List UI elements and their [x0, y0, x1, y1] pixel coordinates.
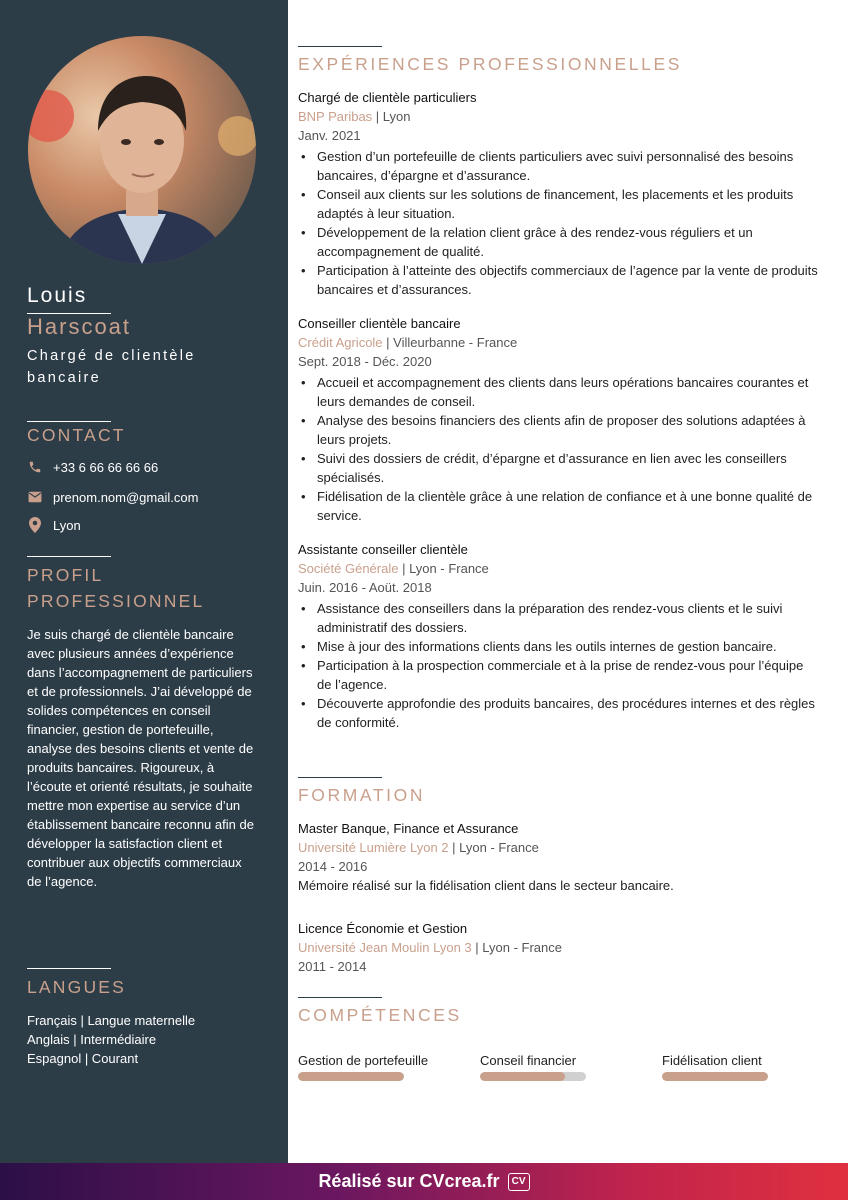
profile-divider: [27, 556, 111, 557]
language-item: Français | Langue maternelle: [27, 1013, 196, 1028]
bullet-item: • Mise à jour des informations clients dans les outils internes de gestion bancaire.: [298, 637, 818, 656]
sidebar: [0, 0, 288, 1163]
skill-name: Gestion de portefeuille: [298, 1053, 429, 1068]
school-name: Université Lumière Lyon 2: [298, 840, 449, 855]
skill-bar: [662, 1072, 768, 1081]
languages-heading: LANGUES: [27, 977, 127, 997]
job-title: Chargé de clientèle bancaire: [27, 348, 196, 386]
language-item: Anglais | Intermédiaire: [27, 1032, 157, 1047]
contact-location: [27, 515, 81, 535]
profile-summary: Je suis chargé de clientèle bancaire avec plusieurs années d’expérience dans l’accompagnement de particuliers et de professionnels. J’ai développé de solides compétences en conseil financier, gestion de portefeuille, analyse des besoins clients et vente de produits bancaires. Rigoureux, à l’écoute et orienté résultats, je souhaite mettre mon expertise au service d’un établissement bancaire reconnu afin de développer la satisfaction client et contribuer aux objectifs commerciaux de l’agence.: [27, 627, 254, 889]
contact-heading: CONTACT: [27, 425, 126, 445]
education-note: Mémoire réalisé sur la fidélisation client dans le secteur bancaire.: [298, 878, 674, 893]
experience-heading: EXPÉRIENCES PROFESSIONNELLES: [298, 54, 683, 74]
job-date: Sept. 2018 - Déc. 2020: [298, 354, 432, 369]
location-text: Lyon: [53, 517, 81, 533]
job-location: Lyon: [382, 109, 411, 124]
skill-name: Fidélisation client: [662, 1053, 762, 1068]
job-title: Conseiller clientèle bancaire: [298, 316, 461, 331]
bullet-item: • Participation à la prospection commerciale et à la prise de rendez-vous pour l’équipe de l’agence.: [298, 656, 818, 694]
education-divider: [298, 777, 382, 778]
education-date: 2011 - 2014: [298, 959, 367, 974]
footer-text: Réalisé sur CVcrea.fr: [318, 1171, 500, 1191]
bullet-item: • Conseil aux clients sur les solutions de financement, les placements et les produits adaptés à leur situation.: [298, 185, 818, 223]
bullet-item: • Analyse des besoins financiers des clients afin de proposer des solutions adaptées à leurs projets.: [298, 411, 818, 449]
skill-bar-fill: [662, 1072, 768, 1081]
job-meta: Crédit Agricole | Villeurbanne - France: [298, 335, 518, 350]
email-text: prenom.nom@gmail.com: [53, 489, 199, 505]
cvcrea-logo-icon: CV: [508, 1173, 530, 1191]
profile-heading-line1: PROFIL: [27, 565, 104, 585]
skill-bar-fill: [298, 1072, 404, 1081]
languages-list: [27, 1011, 195, 1068]
first-name: Louis: [27, 284, 88, 307]
mail-icon: [27, 489, 43, 505]
profile-heading-line2: PROFESSIONNEL: [27, 591, 205, 611]
school-location: Lyon - France: [459, 840, 539, 855]
degree-title: Master Banque, Finance et Assurance: [298, 821, 519, 836]
education-entry: [298, 919, 818, 976]
bullet-item: • Découverte approfondie des produits bancaires, des procédures internes et des règles de conformité.: [298, 694, 818, 732]
skill-bar: [298, 1072, 404, 1081]
last-name: Harscoat: [27, 314, 132, 339]
skills-divider: [298, 997, 382, 998]
job-bullets: [298, 599, 818, 732]
education-entry: [298, 819, 818, 895]
bullet-item: • Accueil et accompagnement des clients dans leurs opérations bancaires courantes et leurs demandes de conseil.: [298, 373, 818, 411]
education-heading: FORMATION: [298, 785, 426, 805]
profile-heading: [27, 562, 204, 614]
education-meta: Université Jean Moulin Lyon 3 | Lyon - France: [298, 940, 563, 955]
skill-item: [298, 1052, 438, 1081]
job-location: Lyon - France: [409, 561, 489, 576]
skill-bar: [480, 1072, 586, 1081]
education-meta: Université Lumière Lyon 2 | Lyon - France: [298, 840, 539, 855]
footer-banner[interactable]: [0, 1163, 848, 1200]
degree-title: Licence Économie et Gestion: [298, 921, 468, 936]
contact-email: [27, 487, 198, 507]
bullet-item: • Fidélisation de la clientèle grâce à une relation de confiance et à une bonne qualité de service.: [298, 487, 818, 525]
profile-photo: [28, 36, 256, 264]
job-location: Villeurbanne - France: [393, 335, 518, 350]
job-entry: [298, 540, 818, 732]
job-meta: Société Générale | Lyon - France: [298, 561, 489, 576]
job-entry: [298, 88, 818, 299]
job-title: Chargé de clientèle particuliers: [298, 90, 477, 105]
contact-phone: [27, 457, 158, 477]
job-date: Juin. 2016 - Aoüt. 2018: [298, 580, 432, 595]
job-bullets: [298, 147, 818, 299]
phone-icon: [27, 459, 43, 475]
language-item: Espagnol | Courant: [27, 1051, 139, 1066]
job-company: Société Générale: [298, 561, 399, 576]
school-name: Université Jean Moulin Lyon 3: [298, 940, 472, 955]
bullet-item: • Développement de la relation client grâce à des rendez-vous réguliers et un accompagnement de qualité.: [298, 223, 818, 261]
skill-bar-fill: [480, 1072, 565, 1081]
bullet-item: • Suivi des dossiers de crédit, d’épargne et d’assurance en lien avec les conseillers spécialisés.: [298, 449, 818, 487]
languages-divider: [27, 968, 111, 969]
job-date: Janv. 2021: [298, 128, 361, 143]
job-entry: [298, 314, 818, 525]
bullet-item: • Gestion d’un portefeuille de clients particuliers avec suivi personnalisé des besoins bancaires, d’épargne et d’assurance.: [298, 147, 818, 185]
job-company: BNP Paribas: [298, 109, 373, 124]
skill-item: [662, 1052, 802, 1081]
location-pin-icon: [27, 517, 43, 533]
skills-heading: COMPÉTENCES: [298, 1005, 462, 1025]
school-location: Lyon - France: [482, 940, 563, 955]
job-title: Assistante conseiller clientèle: [298, 542, 468, 557]
experience-divider: [298, 46, 382, 47]
bullet-item: • Participation à l’atteinte des objectifs commerciaux de l’agence par la vente de produits bancaires et d’assurances.: [298, 261, 818, 299]
job-bullets: [298, 373, 818, 525]
phone-text: +33 6 66 66 66 66: [53, 459, 159, 475]
job-company: Crédit Agricole: [298, 335, 383, 350]
job-meta: BNP Paribas | Lyon: [298, 109, 411, 124]
skill-name: Conseil financier: [480, 1053, 577, 1068]
bullet-item: • Assistance des conseillers dans la préparation des rendez-vous clients et le suivi administratif des dossiers.: [298, 599, 818, 637]
skill-item: [480, 1052, 620, 1081]
education-date: 2014 - 2016: [298, 859, 368, 874]
